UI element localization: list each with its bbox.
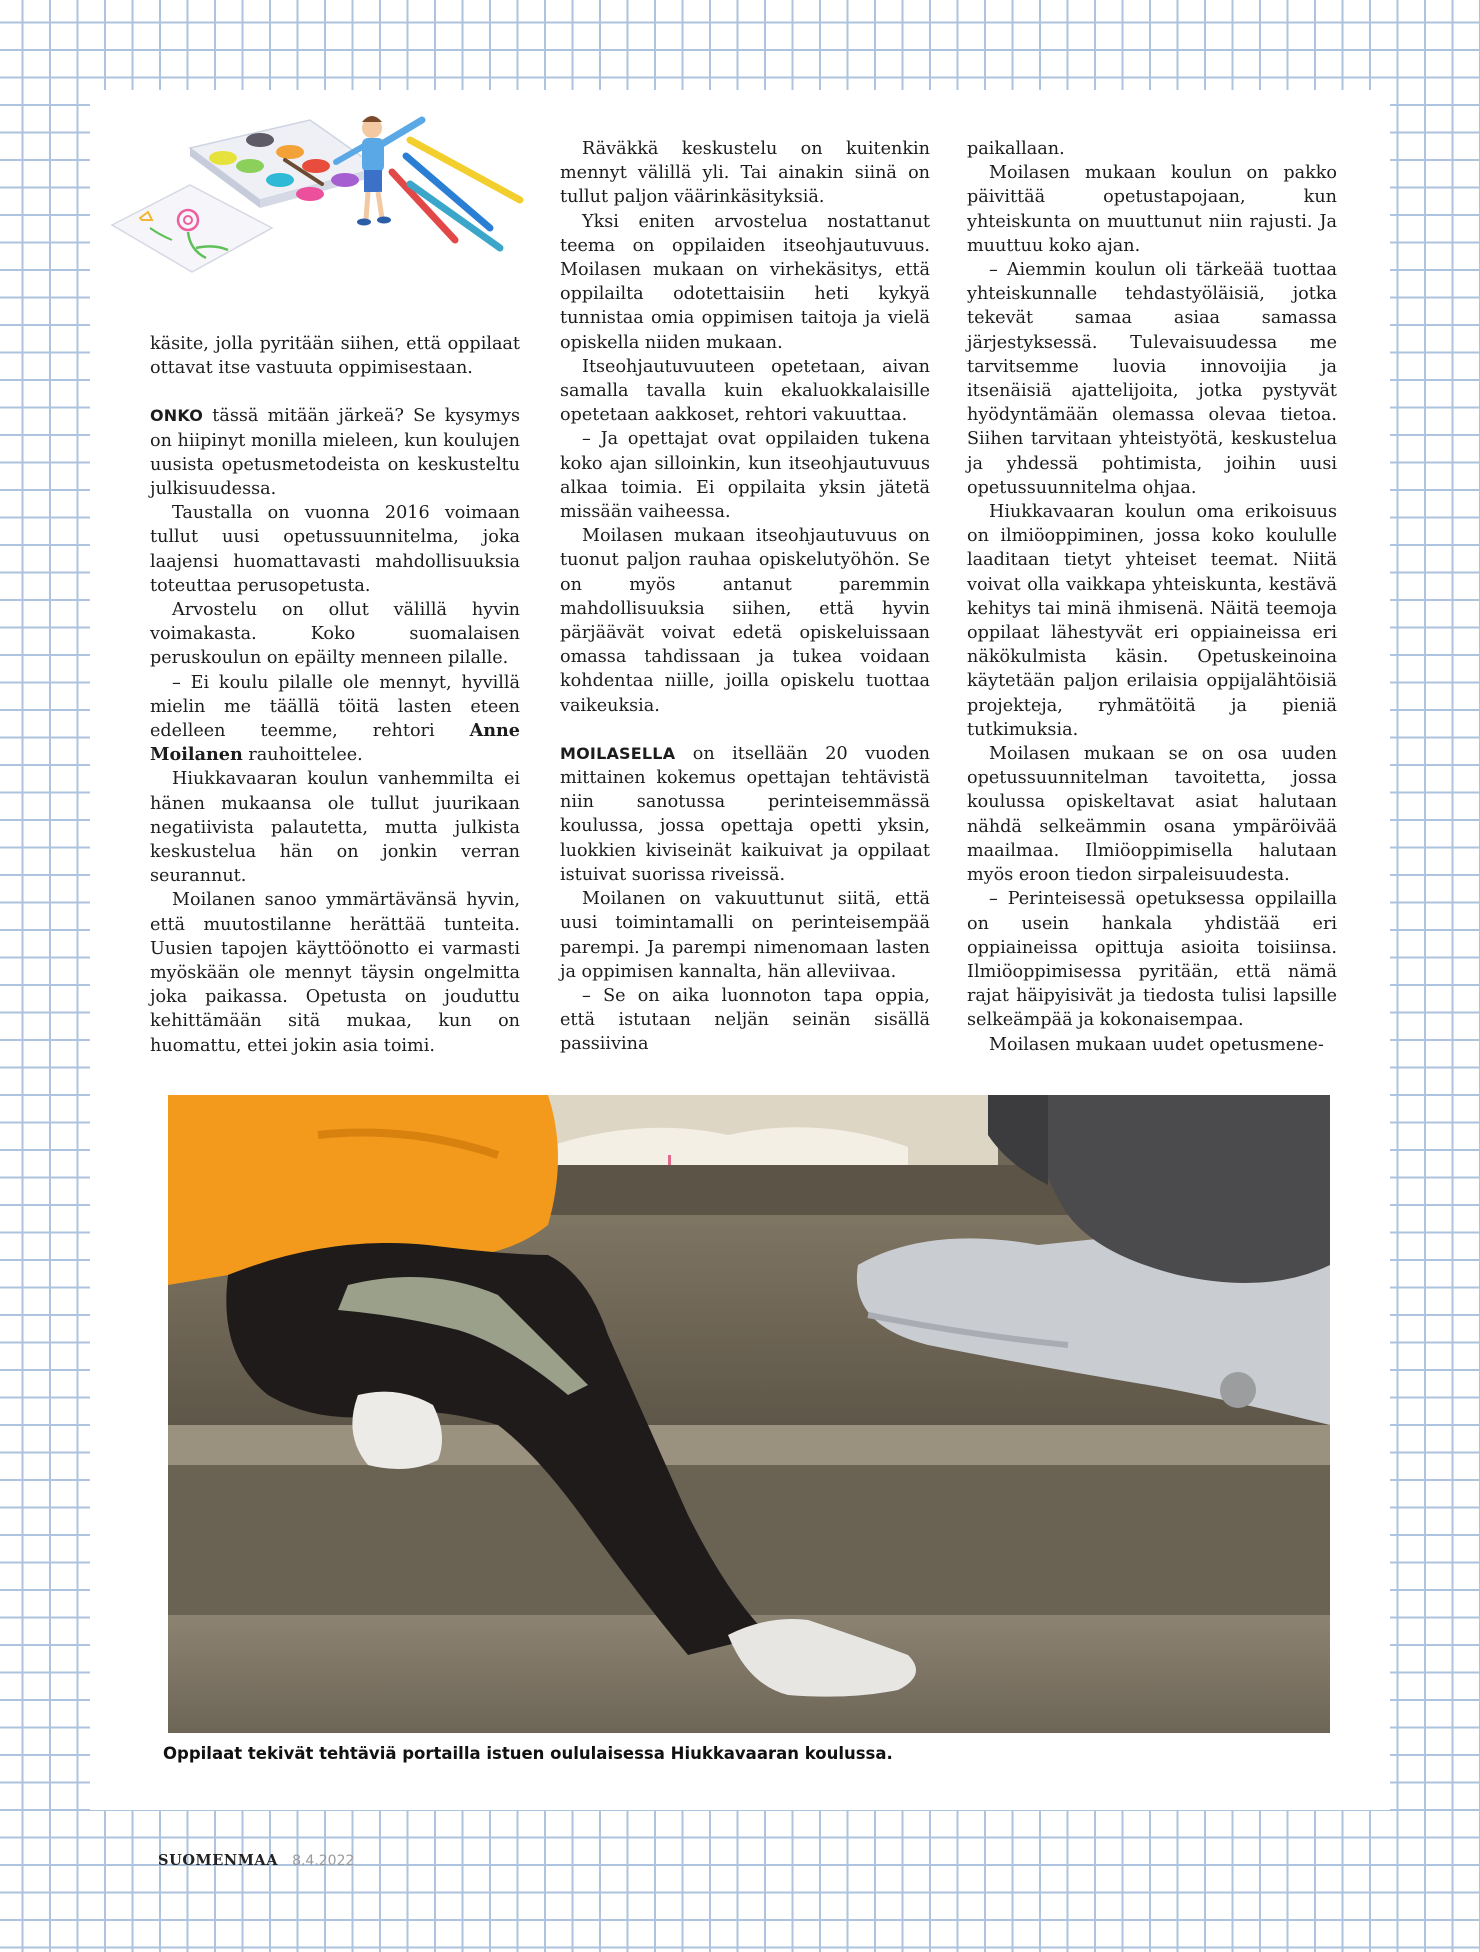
paragraph: Itseohjautuvuuteen opetetaan, aivan samalla tavalla kuin ekaluokkalaisille opetetaan aakkoset, rehtori vakuuttaa. <box>560 356 930 426</box>
quote-paragraph: – Se on aika luonnoton tapa oppia, että istutaan neljän seinän sisällä passiivina <box>560 985 930 1055</box>
paragraph-text: on itsellään 20 vuoden mittainen kokemus opettajan tehtävistä niin sanotussa perinteisemmässä koulussa, jossa opettaja opetti yksin, luokkien kiviseinät kaikuivat ja oppilaat istuivat suorissa riveissä. <box>560 743 930 885</box>
paragraph: Yksi eniten arvostelua nostattanut teema on oppilaiden itseohjautuvuus. Moilasen mukaan on virhekäsitys, että oppilailta odotettaisiin heti kykyä tunnistaa omia oppimisen taitoja ja vielä opiskella niiden mukaan. <box>560 211 930 353</box>
quote-paragraph: – Aiemmin koulun oli tärkeää tuottaa yhteiskunnalle tehdastyöläisiä, jotka tekevät samaa asiaa samassa järjestyksessä. Tulevaisuudessa me tarvitsemme luovia innovoijia ja itsenäisiä ajattelijoita, jotka pystyvät hyödyntämään olemassa olevaa tietoa. Siihen tarvitaan yhteistyötä, keskustelua ja yhdessä pohtimista, joihin uusi opetussuunnitelma ohjaa. <box>967 260 1337 498</box>
paragraph: paikallaan. <box>967 139 1065 159</box>
issue-date: 8.4.2022 <box>292 1853 355 1869</box>
paragraph: Moilasen mukaan uudet opetusmene- <box>989 1034 1324 1055</box>
quote-paragraph <box>150 671 520 768</box>
article-column-1 <box>150 332 520 1058</box>
paragraph: Moilanen sanoo ymmärtävänsä hyvin, että muutostilanne herättää tunteita. Uusien tapojen käyttöönotto ei varmasti myöskään ole mennyt täysin ongelmitta joka paikassa. Opetusta on jouduttu kehittämään sitä mukaa, kun on huomattu, ettei jokin asia toimi. <box>150 890 520 1056</box>
paragraph: Hiukkavaaran koulun oma erikoisuus on ilmiöoppiminen, jossa koko koululle laaditaan tietyt yhteiset teemat. Niitä voivat olla vaikkapa yhteiskunta, kestävä kehitys tai minä ihmisenä. Näitä teemoja oppilaat lähestyvät eri oppiaineissa eri näkökulmista käsin. Opetuskeinoina käytetään paljon erilaisia oppijalähtöisiä projekteja, ryhmätöitä ja pieniä tutkimuksia. <box>967 502 1337 740</box>
paragraph-text: – Ei koulu pilalle ole mennyt, hyvillä mielin me täällä töitä lasten eteen edelleen teemme, rehtori <box>150 672 520 742</box>
paint-palette-icon <box>190 120 378 208</box>
quote-paragraph: – Ja opettajat ovat oppilaiden tukena koko ajan silloinkin, kun itseohjautuvuus alkaa toimia. Ei oppilaita yksin jätetä missään vaiheessa. <box>560 429 930 523</box>
paragraph: Taustalla on vuonna 2016 voimaan tullut uusi opetussuunnitelma, joka laajensi huomattavasti mahdollisuuksia toteuttaa perusopetusta. <box>150 503 520 596</box>
lead-word: MOILASELLA <box>560 743 676 763</box>
quote-paragraph: – Perinteisessä opetuksessa oppilailla on usein hankala yhdistää eri oppiaineissa opittuja asioita toisiinsa. Ilmiöoppimisessa pyritään, että nämä rajat häipyisivät ja tiedosta tulisi lapsille selkeämpää ja kokonaisempaa. <box>967 889 1337 1031</box>
paragraph-with-lead <box>560 742 930 887</box>
paragraph-text: tässä mitään järkeä? Se kysymys on hiipinyt monilla mieleen, kun koulujen uusista opetusmetodeista on keskusteltu julkisuudessa. <box>150 406 520 500</box>
paragraph-text: rauhoittelee. <box>242 745 363 766</box>
paragraph: Moilanen on vakuuttunut siitä, että uusi toimintamalli on perinteisempää parempi. Ja parempi nimenomaan lasten ja oppimisen kannalta, hän alleviivaa. <box>560 889 930 982</box>
painting-illustration <box>110 100 550 275</box>
paragraph: käsite, jolla pyritään siihen, että oppilaat ottavat itse vastuuta oppimisestaan. <box>150 334 520 379</box>
photo-caption: Oppilaat tekivät tehtäviä portailla istuen oululaisessa Hiukkavaaran koulussa. <box>163 1744 893 1763</box>
person-name: Anne Moilanen <box>150 720 520 766</box>
children-on-stairs-photo <box>168 1095 1330 1733</box>
article-column-2 <box>560 137 930 1057</box>
paragraph-with-lead <box>150 404 520 501</box>
article-photo <box>168 1095 1330 1733</box>
paragraph: Moilasen mukaan se on osa uuden opetussuunnitelman tavoitetta, jossa koulussa opiskeltavat asiat halutaan nähdä selkeämmin osana ympäröivää maailmaa. Ilmiöoppimisella halutaan myös eroon tiedon sirpaleisuudesta. <box>967 744 1337 886</box>
lead-word: ONKO <box>150 406 204 426</box>
pencils-icon <box>392 140 520 248</box>
publication-name: SUOMENMAA <box>158 1852 279 1869</box>
paragraph: Moilasen mukaan itseohjautuvuus on tuonut paljon rauhaa opiskelutyöhön. Se on myös antanut paremmin mahdollisuuksia siihen, että hyvin pärjäävät voivat edetä opiskeluissaan omassa tahdissaan ja tukea voidaan kohdentaa niille, joilla opiskelu tuottaa vaikeuksia. <box>560 526 930 716</box>
article-column-3 <box>967 137 1337 1057</box>
paragraph: Arvostelu on ollut välillä hyvin voimakasta. Koko suomalaisen peruskoulun on epäilty menneen pilalle. <box>150 600 520 669</box>
page-footer <box>158 1852 354 1869</box>
paragraph: Räväkkä keskustelu on kuitenkin mennyt välillä yli. Tai ainakin siinä on tullut paljon väärinkäsityksiä. <box>560 139 930 208</box>
paragraph: Moilasen mukaan koulun on pakko päivittää opetustapojaan, kun yhteiskunta on muuttunut niin rajusti. Ja muuttuu koko ajan. <box>967 163 1337 256</box>
paragraph: Hiukkavaaran koulun vanhemmilta ei hänen mukaansa ole tullut juurikaan negatiivista palautetta, mutta julkista keskustelua hän on jonkin verran seurannut. <box>150 769 520 887</box>
